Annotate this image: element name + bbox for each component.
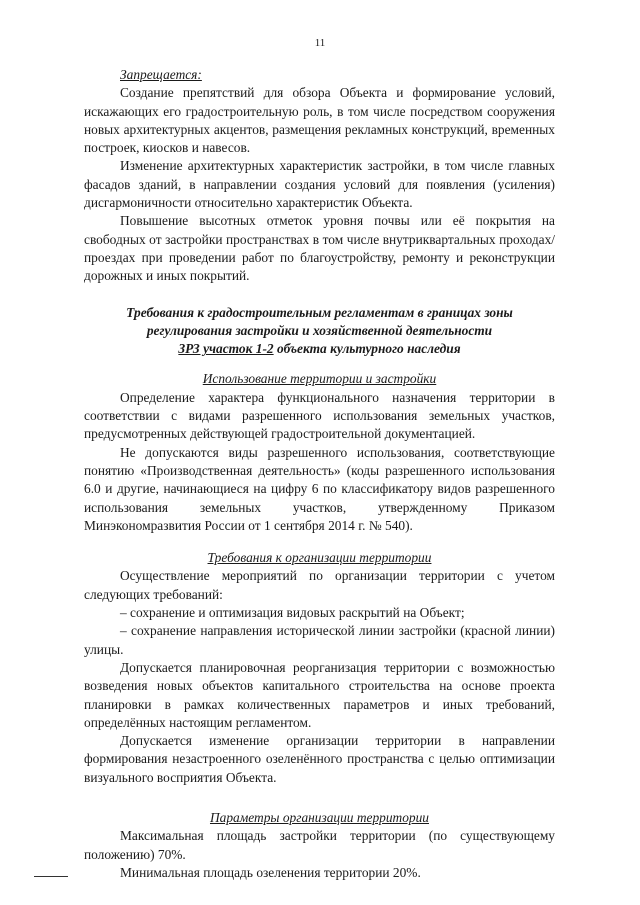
parameters-paragraph: Максимальная площадь застройки территории (по существующему положению) 70%. bbox=[84, 828, 555, 862]
zone-code-suffix: объекта культурного наследия bbox=[273, 341, 461, 357]
organization-list-item: – сохранение направления исторической линии застройки (красной линии) улицы. bbox=[84, 623, 555, 657]
parameters-paragraph: Минимальная площадь озеленения территории 20%. bbox=[120, 864, 421, 880]
organization-paragraph: Допускается планировочная реорганизация территории с возможностью возведения новых объектов капитального строительства на основе проекта планировки в рамках количественных параметров и иных требований, определённых настоящим регламентом. bbox=[84, 659, 555, 730]
zone-code: ЗРЗ участок 1-2 bbox=[178, 341, 274, 357]
land-use-paragraph: Определение характера функционального назначения территории в соответствии с видами разрешенного использования земельных участков, предусмотренных действующей градостроительной документацией. bbox=[84, 389, 555, 442]
forbidden-paragraph: Изменение архитектурных характеристик застройки, в том числе главных фасадов зданий, в направлении создания условий для появления (усиления) дисгармоничности относительно характеристик Объекта. bbox=[84, 158, 555, 211]
forbidden-paragraph: Создание препятствий для обзора Объекта и формирование условий, искажающих его градостроительную роль, в том числе посредством сооружения новых архитектурных акцентов, размещения рекламных конструкций, временных построек, киосков и навесов. bbox=[84, 85, 555, 156]
parameters-heading: Параметры организации территории bbox=[209, 809, 429, 825]
section-title bbox=[84, 304, 555, 359]
section-title-line: регулирования застройки и хозяйственной деятельности bbox=[146, 322, 493, 338]
page-number: 11 bbox=[314, 37, 326, 49]
document-body bbox=[84, 66, 555, 882]
land-use-paragraph: Не допускаются виды разрешенного использования, соответствующие понятию «Производственная деятельность» (коды разрешенного использования 6.0 и другие, начинающиеся на цифру 6 по классификатору видов разрешенного использования земельных участков, утвержденному Приказом Минэкономразвития России от 1 сентября 2014 г. № 540). bbox=[84, 444, 555, 533]
forbidden-heading: Запрещается: bbox=[120, 67, 202, 82]
organization-paragraph: Допускается изменение организации территории в направлении формирования незастроенного озеленённого пространства с целью оптимизации визуального восприятия Объекта. bbox=[84, 733, 555, 785]
organization-list-item: – сохранение и оптимизация видовых раскрытий на Объект; bbox=[120, 605, 465, 621]
land-use-heading: Использование территории и застройки bbox=[202, 371, 437, 387]
section-title-line: Требования к градостроительным регламентам в границах зоны bbox=[126, 304, 513, 320]
section-title-line bbox=[84, 340, 555, 358]
organization-heading: Требования к организации территории bbox=[207, 550, 432, 566]
forbidden-paragraph: Повышение высотных отметок уровня почвы или её покрытия на свободных от застройки пространствах в том числе внутриквартальных проходах/проездах при проведении работ по благоустройству, ремонту и реконструкции дорожных и иных покрытий. bbox=[84, 213, 555, 284]
footer-divider bbox=[34, 876, 68, 877]
organization-paragraph: Осуществление мероприятий по организации территории с учетом следующих требований: bbox=[84, 568, 555, 602]
